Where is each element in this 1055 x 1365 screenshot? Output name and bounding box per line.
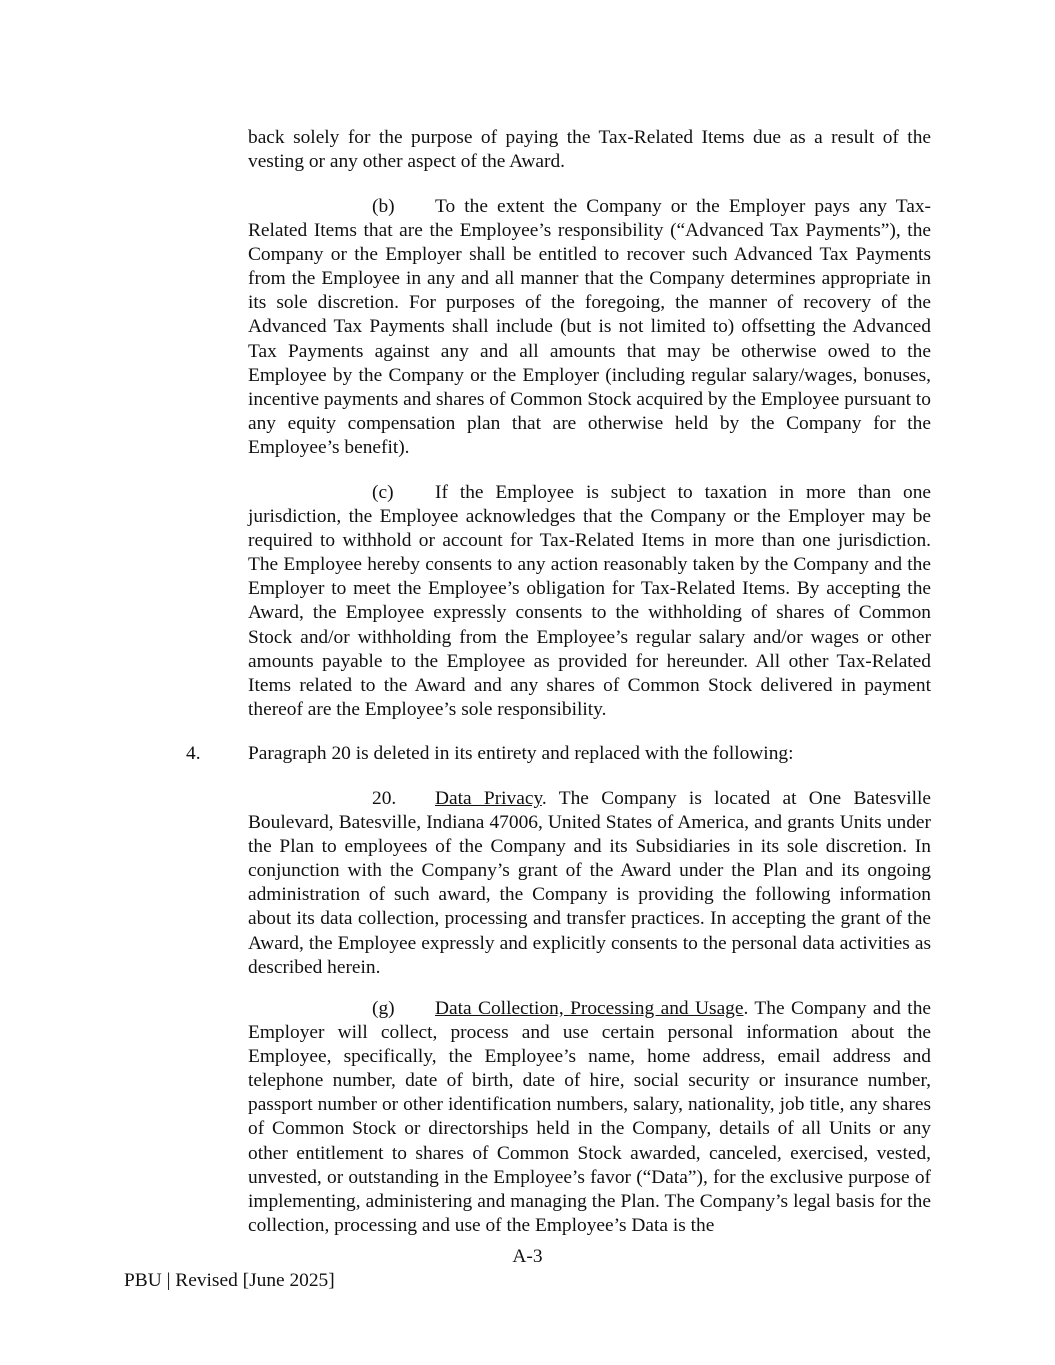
paragraph-g bbox=[248, 997, 931, 1238]
continuation-paragraph bbox=[248, 126, 931, 174]
paragraph-b-text: To the extent the Company or the Employer pays any Tax-Related Items that are the Employee’s responsibility (“Advanced Tax Payments”), the Company or the Employer shall be entitled to recover such Advanced Tax Payments from the Employee in any and all manner that the Company determines appropriate in its sole discretion. For purposes of the foregoing, the manner of recovery of the Advanced Tax Payments shall include (but is not limited to) offsetting the Advanced Tax Payments against any and all amounts that may be otherwise owed to the Employee by the Company or the Employer (including regular salary/wages, bonuses, incentive payments and shares of Common Stock acquired by the Employee pursuant to any equity compensation plan that are otherwise held by the Company for the Employee’s benefit). bbox=[248, 196, 931, 458]
item-4-number: 4. bbox=[186, 743, 201, 764]
paragraph-b-label: (b) bbox=[372, 196, 395, 217]
page-number: A-3 bbox=[512, 1246, 543, 1267]
paragraph-g-heading: Data Collection, Processing and Usage bbox=[435, 998, 744, 1019]
paragraph-20 bbox=[248, 787, 931, 980]
paragraph-b bbox=[248, 195, 931, 460]
paragraph-c-label: (c) bbox=[372, 482, 394, 503]
continuation-text: back solely for the purpose of paying the Tax-Related Items due as a result of the vesting or any other aspect of the Award. bbox=[248, 127, 931, 173]
paragraph-c-text: If the Employee is subject to taxation in more than one jurisdiction, the Employee acknowledges that the Company or the Employer may be required to withhold or account for Tax-Related Items in more than one jurisdiction. The Employee hereby consents to any action reasonably taken by the Company and the Employer to meet the Employee’s obligation for Tax-Related Items. By accepting the Award, the Employee expressly consents to the withholding of shares of Common Stock and/or withholding from the Employee’s regular salary and/or wages or other amounts payable to the Employee as provided for hereunder. All other Tax-Related Items related to the Award and any shares of Common Stock delivered in payment thereof are the Employee’s sole responsibility. bbox=[248, 482, 931, 720]
paragraph-20-heading: Data Privacy bbox=[435, 788, 542, 809]
paragraph-g-text: . The Company and the Employer will collect, process and use certain personal information about the Employee, specifically, the Employee’s name, home address, email address and telephone number, date of birth, date of hire, social security or insurance number, passport number or other identification numbers, salary, nationality, job title, any shares of Common Stock or directorships held in the Company, details of all Units or any other entitlement to shares of Common Stock awarded, canceled, exercised, vested, unvested, or outstanding in the Employee’s favor (“Data”), for the exclusive purpose of implementing, administering and managing the Plan. The Company’s legal basis for the collection, processing and use of the Employee’s Data is the bbox=[248, 998, 931, 1236]
footer-revision: PBU | Revised [June 2025] bbox=[124, 1270, 335, 1291]
item-4-body: Paragraph 20 is deleted in its entirety and replaced with the following: bbox=[248, 743, 794, 764]
item-4-text bbox=[248, 742, 931, 766]
paragraph-c bbox=[248, 481, 931, 722]
paragraph-g-label: (g) bbox=[372, 998, 395, 1019]
paragraph-20-label: 20. bbox=[372, 788, 397, 809]
paragraph-20-text: . The Company is located at One Batesville Boulevard, Batesville, Indiana 47006, United States of America, and grants Units under the Plan to employees of the Company and its Subsidiaries in its sole discretion. In conjunction with the Company’s grant of the Award under the Plan and its ongoing administration of such award, the Company is providing the following information about its data collection, processing and transfer practices. In accepting the grant of the Award, the Employee expressly and explicitly consents to the personal data activities as described herein. bbox=[248, 788, 931, 978]
